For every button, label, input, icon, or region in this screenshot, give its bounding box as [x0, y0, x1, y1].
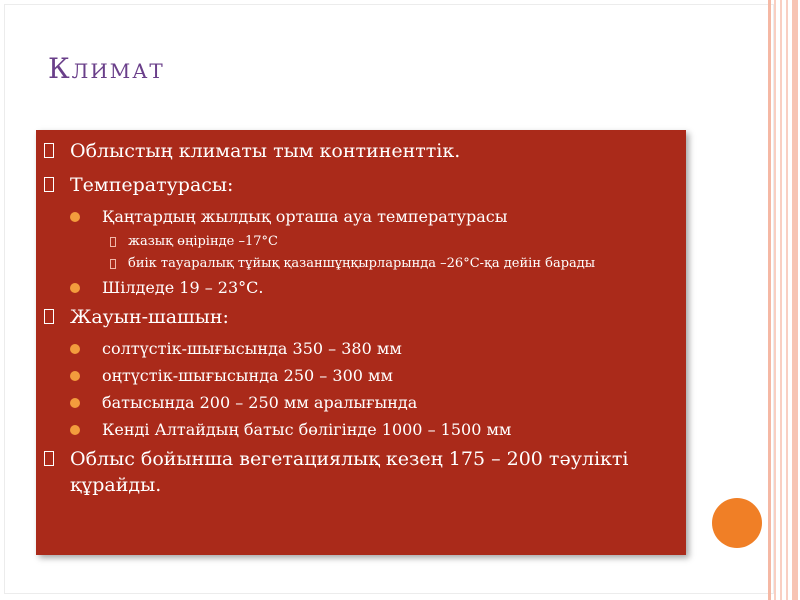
bullet-text: солтүстік-шығысында 350 – 380 мм: [102, 339, 402, 358]
bullet-text: Шілдеде 19 – 23°С.: [102, 278, 264, 297]
square-bullet-icon: [44, 309, 54, 324]
sub-bullet-item: [40, 338, 676, 360]
sub-bullet-item: [40, 206, 676, 228]
bullet-text: жазық өңірінде –17°С: [128, 234, 278, 249]
bullet-text: оңтүстік-шығысында 250 – 300 мм: [102, 366, 393, 385]
decorative-rail: [786, 0, 788, 600]
square-bullet-icon: [44, 177, 54, 192]
sub-sub-bullet-item: [40, 255, 676, 273]
sub-bullet-item: [40, 419, 676, 441]
sub-bullet-item: [40, 365, 676, 387]
bullet-text: батысында 200 – 250 мм аралығында: [102, 393, 418, 412]
round-bullet-icon: [70, 425, 80, 435]
bullet-text: Жауын-шашын:: [70, 306, 229, 328]
bullet-item: [40, 446, 676, 498]
decorative-rail: [780, 0, 782, 600]
square-bullet-icon: [44, 451, 54, 466]
content-panel: [36, 130, 686, 555]
bullet-item: [40, 138, 676, 164]
round-bullet-icon: [70, 344, 80, 354]
decorative-rail: [774, 0, 776, 600]
bullet-text: Қаңтардың жылдық орташа ауа температурасы: [102, 207, 508, 226]
round-bullet-icon: [70, 398, 80, 408]
decorative-rail: [768, 0, 771, 600]
round-bullet-icon: [70, 283, 80, 293]
bullet-item: [40, 172, 676, 198]
square-bullet-icon: [110, 259, 116, 269]
sub-bullet-item: [40, 277, 676, 299]
bullet-text: Кенді Алтайдың батыс бөлігінде 1000 – 1500 мм: [102, 420, 512, 439]
bullet-text: биік тауаралық тұйық қазаншұңқырларында –26°С-қа дейін барады: [128, 256, 596, 271]
slide-title: Климат: [48, 52, 165, 85]
decorative-circle-icon: [712, 498, 762, 548]
decorative-rail: [792, 0, 798, 600]
sub-bullet-item: [40, 392, 676, 414]
bullet-text: Облыс бойынша вегетациялық кезең 175 – 200 тәулікті құрайды.: [70, 448, 629, 496]
round-bullet-icon: [70, 212, 80, 222]
square-bullet-icon: [44, 143, 54, 158]
bullet-item: [40, 304, 676, 330]
bullet-text: Температурасы:: [70, 174, 234, 196]
bullet-text: Облыстың климаты тым континенттік.: [70, 140, 461, 162]
square-bullet-icon: [110, 237, 116, 247]
sub-sub-bullet-item: [40, 233, 676, 251]
round-bullet-icon: [70, 371, 80, 381]
